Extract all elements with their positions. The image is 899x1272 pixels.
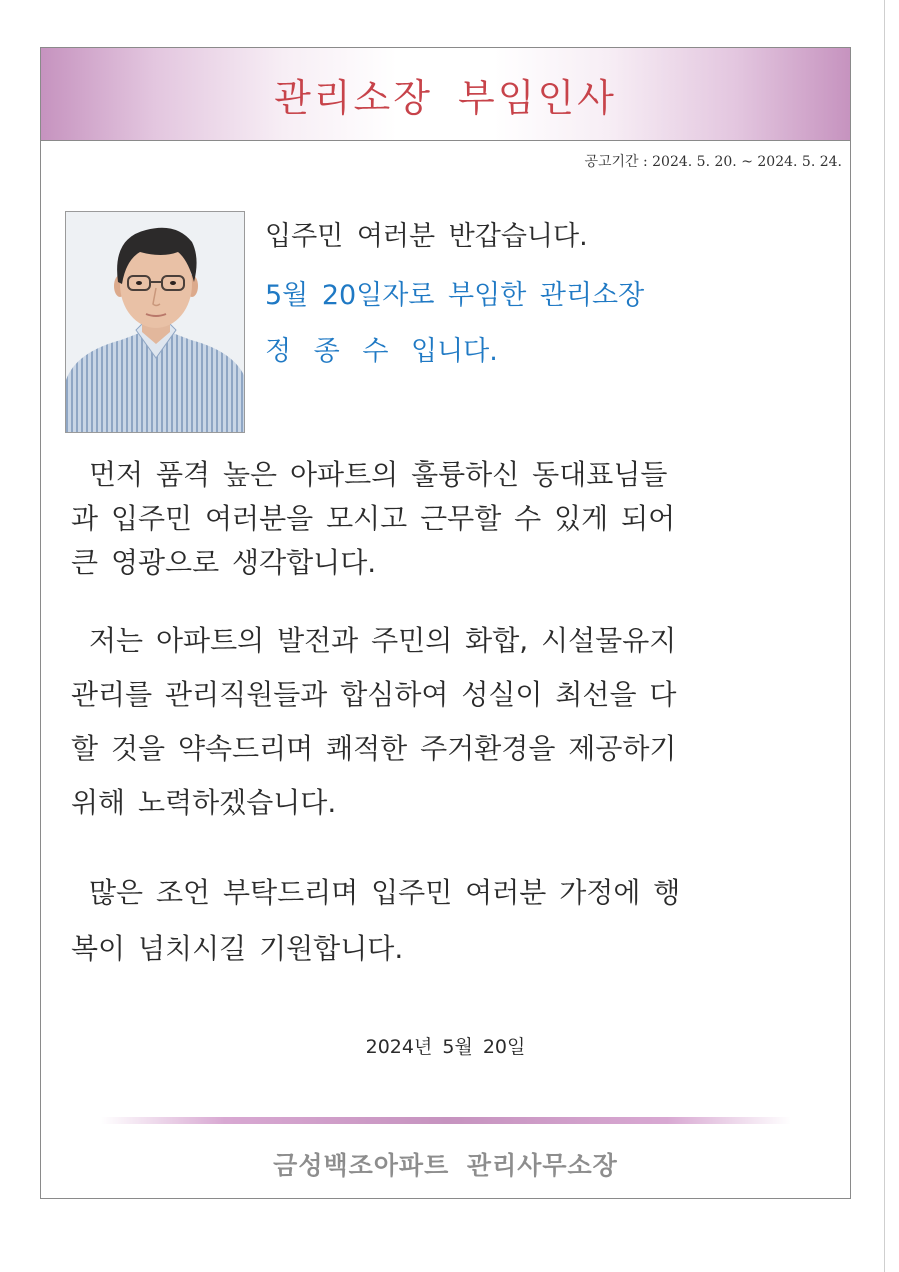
paragraph-2 bbox=[71, 614, 831, 830]
office-signature: 금성백조아파트 관리사무소장 bbox=[273, 1151, 618, 1180]
paragraph-2-line: 할 것을 약속드리며 쾌적한 주거환경을 제공하기 bbox=[71, 732, 677, 765]
notice-frame bbox=[40, 47, 851, 1199]
footer-divider bbox=[101, 1117, 791, 1124]
paragraph-1-line: 먼저 품격 높은 아파트의 훌륭하신 동대표님들 bbox=[89, 458, 668, 491]
greeting-line-2: 5월 20일자로 부임한 관리소장 bbox=[265, 280, 645, 311]
manager-photo bbox=[65, 211, 245, 433]
notice-period: 공고기간 : 2024. 5. 20. ~ 2024. 5. 24. bbox=[584, 154, 842, 170]
notice-title: 관리소장 부임인사 bbox=[274, 75, 617, 120]
paragraph-1-line: 큰 영광으로 생각합니다. bbox=[71, 546, 377, 579]
paragraph-2-line: 저는 아파트의 발전과 주민의 화합, 시설물유지 bbox=[89, 624, 677, 657]
paragraph-1 bbox=[71, 453, 831, 585]
title-band bbox=[41, 48, 850, 141]
paragraph-3-line: 복이 넘치시길 기원합니다. bbox=[71, 932, 404, 965]
portrait-photo-icon bbox=[66, 212, 245, 433]
scan-edge-line bbox=[884, 0, 885, 1272]
paragraph-3-line: 많은 조언 부탁드리며 입주민 여러분 가정에 행 bbox=[89, 876, 681, 909]
paragraph-2-line: 관리를 관리직원들과 합심하여 성실이 최선을 다 bbox=[71, 678, 677, 711]
paragraph-1-line: 과 입주민 여러분을 모시고 근무할 수 있게 되어 bbox=[71, 502, 676, 535]
notice-date: 2024년 5월 20일 bbox=[365, 1036, 526, 1058]
paragraph-3 bbox=[71, 865, 831, 977]
greeting-line-1: 입주민 여러분 반갑습니다. bbox=[265, 221, 588, 252]
paragraph-2-line: 위해 노력하겠습니다. bbox=[71, 786, 337, 819]
greeting-line-3: 정 종 수 입니다. bbox=[265, 336, 498, 367]
